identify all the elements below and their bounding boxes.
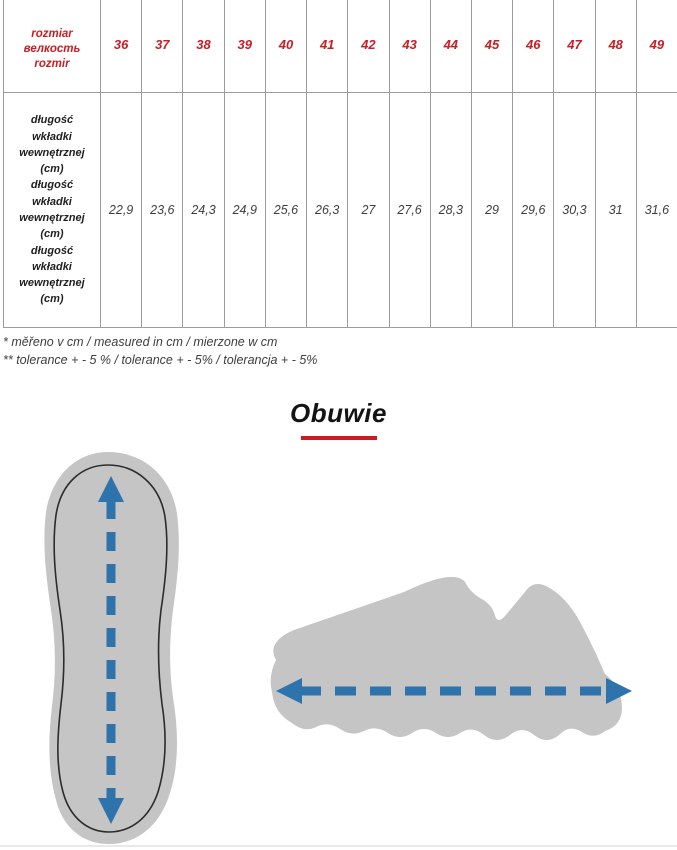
size-header-cell: 45 <box>471 0 512 93</box>
footnote-tolerance: ** tolerance + - 5 % / tolerance + - 5% / tolerancja + - 5% <box>3 353 318 367</box>
size-table <box>3 0 677 328</box>
insole-length-value: 29,6 <box>512 93 553 328</box>
insole-silhouette-icon <box>30 452 192 844</box>
insole-length-value: 23,6 <box>141 93 182 328</box>
size-header-cell: 42 <box>347 0 388 93</box>
table-footnotes <box>3 333 317 369</box>
insole-length-row-label <box>3 93 100 328</box>
size-header-cell: 38 <box>182 0 223 93</box>
size-header-cell: 37 <box>141 0 182 93</box>
insole-length-value: 25,6 <box>265 93 306 328</box>
size-header-label <box>3 0 100 93</box>
insole-length-value: 29 <box>471 93 512 328</box>
insole-length-value: 27,6 <box>389 93 430 328</box>
size-header-cell: 47 <box>553 0 594 93</box>
size-header-cell: 48 <box>595 0 636 93</box>
size-header-cell: 41 <box>306 0 347 93</box>
header-label-line-ru: велкость <box>23 43 81 55</box>
insole-length-value: 31,6 <box>636 93 677 328</box>
size-header-cell: 39 <box>224 0 265 93</box>
size-header-cell: 36 <box>100 0 141 93</box>
row-label-text: długość wkładki wewnętrznej (cm) <box>19 114 85 176</box>
insole-length-value: 30,3 <box>553 93 594 328</box>
header-label-line-cz: rozmir <box>34 58 70 70</box>
header-label-line-pl: rozmiar <box>31 28 73 40</box>
size-header-cell: 46 <box>512 0 553 93</box>
insole-length-value: 24,9 <box>224 93 265 328</box>
insole-length-value: 22,9 <box>100 93 141 328</box>
bottom-divider <box>0 845 677 847</box>
title-underline <box>301 436 377 440</box>
shoe-outer-shape <box>271 577 622 740</box>
size-header-cell: 49 <box>636 0 677 93</box>
insole-length-value: 31 <box>595 93 636 328</box>
size-header-cell: 40 <box>265 0 306 93</box>
footnote-measured-in-cm: * měřeno v cm / measured in cm / mierzone w cm <box>3 335 278 349</box>
insole-length-value: 24,3 <box>182 93 223 328</box>
row-label-text: długość wkładki wewnętrznej (cm) <box>19 179 85 241</box>
insole-length-value: 26,3 <box>306 93 347 328</box>
insole-length-value: 28,3 <box>430 93 471 328</box>
shoe-silhouette-icon <box>264 572 644 760</box>
size-header-cell: 44 <box>430 0 471 93</box>
row-label-text: długość wkładki wewnętrznej (cm) <box>19 244 85 306</box>
insole-length-value: 27 <box>347 93 388 328</box>
size-header-cell: 43 <box>389 0 430 93</box>
section-title: Obuwie <box>290 398 387 428</box>
